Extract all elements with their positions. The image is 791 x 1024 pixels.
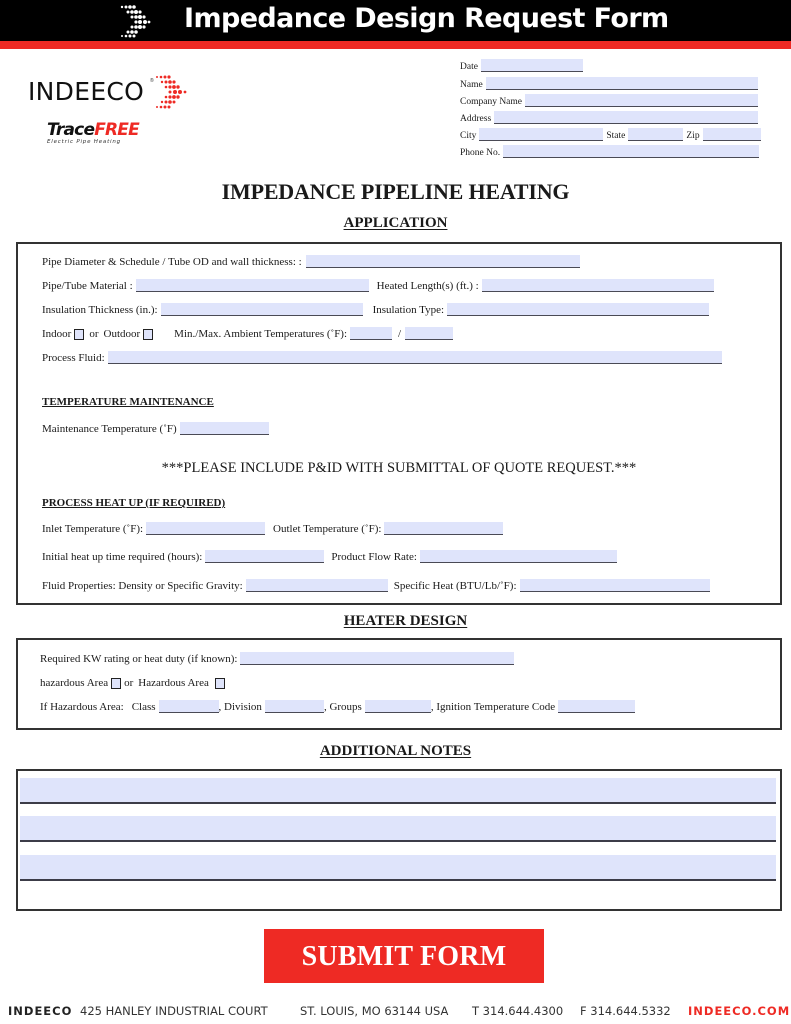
phone-label: Phone No. (460, 148, 501, 158)
zip-label: Zip (686, 131, 700, 141)
class-label: Class (131, 701, 156, 713)
application-heading: APPLICATION (343, 215, 448, 231)
density-label: Fluid Properties: Density or Specific Gravity: (42, 580, 243, 592)
density-field[interactable] (246, 579, 388, 592)
product-name (47, 121, 139, 139)
ambient-separator: / (398, 328, 402, 340)
product-tagline: Electric Pipe Heating (47, 139, 121, 145)
or-label: or (89, 328, 99, 340)
division-label: , Division (218, 701, 262, 713)
notes-line-2[interactable] (20, 816, 776, 842)
outdoor-label: Outdoor (103, 328, 141, 340)
state-field[interactable] (628, 128, 683, 141)
footer (0, 1004, 791, 1022)
specific-heat-label: Specific Heat (BTU/Lb/˚F): (393, 580, 517, 592)
city-field[interactable] (479, 128, 603, 141)
submit-form-button[interactable]: SUBMIT FORM (264, 929, 544, 983)
form-title: Impedance Design Request Form (184, 3, 669, 34)
hazardous-checkbox[interactable] (215, 678, 225, 689)
process-heat-up-heading: PROCESS HEAT UP (IF REQUIRED) (42, 497, 226, 509)
additional-notes-section (16, 769, 782, 911)
ambient-temp-label: Min./Max. Ambient Temperatures (˚F): (174, 328, 348, 340)
brand-name: INDEECO (28, 77, 145, 106)
pid-notice: ***PLEASE INCLUDE P&ID WITH SUBMITTAL OF QUOTE REQUEST.*** (161, 460, 637, 476)
footer-city: ST. LOUIS, MO 63144 USA (300, 1004, 449, 1018)
product-name-free: FREE (94, 120, 139, 140)
additional-notes-heading: ADDITIONAL NOTES (319, 743, 472, 759)
address-field[interactable] (494, 111, 758, 124)
heater-design-section (16, 638, 782, 730)
maintenance-temp-label: Maintenance Temperature (˚F) (42, 423, 177, 435)
hazardous-label: Hazardous Area (138, 677, 209, 689)
groups-field[interactable] (365, 700, 431, 713)
notes-line-3[interactable] (20, 855, 776, 881)
inlet-temp-label: Inlet Temperature (˚F): (42, 523, 144, 535)
specific-heat-field[interactable] (520, 579, 710, 592)
footer-fax: F 314.644.5332 (580, 1004, 671, 1018)
non-hazardous-checkbox[interactable] (111, 678, 121, 689)
indoor-checkbox[interactable] (74, 329, 84, 340)
maintenance-temp-field[interactable] (180, 422, 269, 435)
indeeco-logo (28, 74, 154, 110)
pipe-material-label: Pipe/Tube Material : (42, 280, 133, 292)
max-ambient-temp-field[interactable] (405, 327, 453, 340)
indoor-label: Indoor (42, 328, 72, 340)
kw-rating-field[interactable] (240, 652, 514, 665)
date-label: Date (460, 62, 478, 72)
application-section (16, 242, 782, 605)
company-name-field[interactable] (525, 94, 758, 107)
ignition-code-label: , Ignition Temperature Code (430, 701, 556, 713)
city-label: City (460, 131, 477, 141)
insulation-type-label: Insulation Type: (372, 304, 445, 316)
non-hazardous-label: hazardous Area (40, 677, 109, 689)
temperature-maintenance-heading: TEMPERATURE MAINTENANCE (42, 396, 214, 408)
dotted-arrow-icon (118, 4, 154, 38)
footer-street: 425 HANLEY INDUSTRIAL COURT (80, 1004, 268, 1018)
process-fluid-field[interactable] (108, 351, 722, 364)
class-field[interactable] (159, 700, 219, 713)
page-title: IMPEDANCE PIPELINE HEATING (221, 179, 570, 204)
footer-phone: T 314.644.4300 (472, 1004, 564, 1018)
notes-line-1[interactable] (20, 778, 776, 804)
ignition-code-field[interactable] (558, 700, 635, 713)
header-banner (0, 0, 791, 41)
outdoor-checkbox[interactable] (143, 329, 153, 340)
date-field[interactable] (481, 59, 583, 72)
registered-mark: ® (150, 78, 154, 84)
footer-company: INDEECO (8, 1004, 73, 1018)
company-name-label: Company Name (460, 97, 523, 107)
kw-rating-label: Required KW rating or heat duty (if known): (40, 653, 238, 665)
or-label: or (124, 677, 134, 689)
insulation-type-field[interactable] (447, 303, 709, 316)
phone-field[interactable] (503, 145, 759, 158)
outlet-temp-label: Outlet Temperature (˚F): (273, 523, 382, 535)
insulation-thickness-field[interactable] (161, 303, 363, 316)
state-label: State (606, 131, 626, 141)
inlet-temp-field[interactable] (146, 522, 265, 535)
pipe-diameter-label: Pipe Diameter & Schedule / Tube OD and wall thickness: : (42, 256, 302, 268)
name-field[interactable] (486, 77, 758, 90)
dotted-arrow-icon (151, 74, 189, 110)
name-label: Name (460, 80, 483, 90)
pipe-diameter-field[interactable] (306, 255, 580, 268)
groups-label: , Groups (323, 701, 362, 713)
flow-rate-label: Product Flow Rate: (331, 551, 417, 563)
tracefree-logo (47, 121, 139, 145)
zip-field[interactable] (703, 128, 761, 141)
min-ambient-temp-field[interactable] (350, 327, 392, 340)
insulation-thickness-label: Insulation Thickness (in.): (42, 304, 158, 316)
heater-design-heading: HEATER DESIGN (343, 613, 468, 629)
banner-stripe (0, 41, 791, 49)
pipe-material-field[interactable] (136, 279, 369, 292)
outlet-temp-field[interactable] (384, 522, 503, 535)
heated-length-field[interactable] (482, 279, 714, 292)
heat-up-time-label: Initial heat up time required (hours): (42, 551, 203, 563)
process-fluid-label: Process Fluid: (42, 352, 105, 364)
heat-up-time-field[interactable] (205, 550, 324, 563)
product-name-trace: Trace (47, 120, 95, 140)
if-hazardous-label: If Hazardous Area: (40, 701, 124, 713)
heated-length-label: Heated Length(s) (ft.) : (376, 280, 479, 292)
address-label: Address (460, 114, 492, 124)
division-field[interactable] (265, 700, 324, 713)
footer-website-link[interactable]: INDEECO.COM (688, 1004, 791, 1018)
flow-rate-field[interactable] (420, 550, 617, 563)
